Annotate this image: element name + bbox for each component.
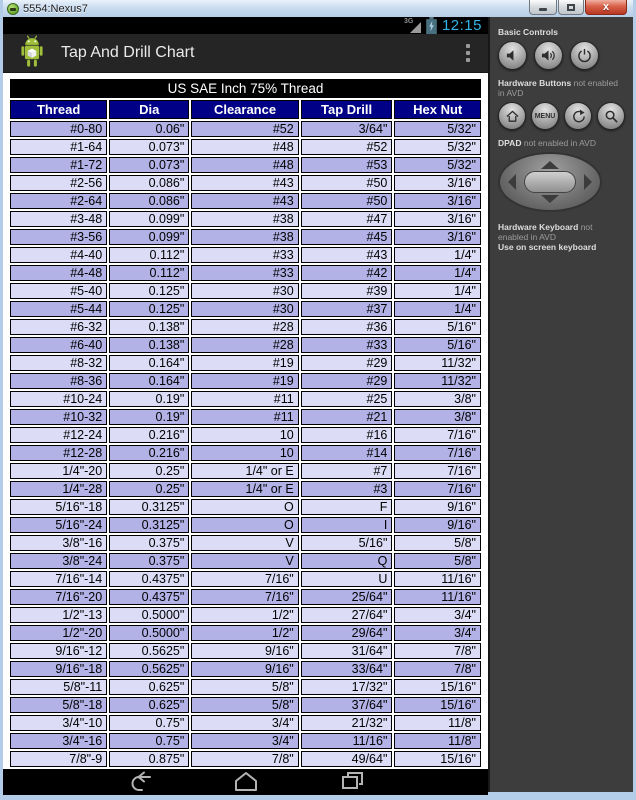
volume-down-icon <box>505 48 520 63</box>
table-row <box>10 427 481 443</box>
table-cell: 7/16" <box>191 571 298 587</box>
volume-up-icon <box>541 48 556 63</box>
table-cell: 1/4"-20 <box>10 463 107 479</box>
table-cell: #25 <box>301 391 393 407</box>
volume-down-button[interactable] <box>498 41 527 70</box>
table-cell: 29/64" <box>301 625 393 641</box>
table-cell: 5/16" <box>394 319 481 335</box>
table-cell: #1-64 <box>10 139 107 155</box>
table-cell: 1/2" <box>191 607 298 623</box>
table-row <box>10 751 481 767</box>
table-cell: 0.5625" <box>109 661 189 677</box>
table-row <box>10 733 481 749</box>
table-cell: #3 <box>301 481 393 497</box>
table-cell: #30 <box>191 283 298 299</box>
table-cell: #4-40 <box>10 247 107 263</box>
table-cell: #2-64 <box>10 193 107 209</box>
table-cell: 7/8" <box>191 751 298 767</box>
table-cell: 5/8" <box>394 553 481 569</box>
table-row <box>10 697 481 713</box>
hw-back-button[interactable] <box>564 102 592 130</box>
table-cell: 1/2"-20 <box>10 625 107 641</box>
table-row <box>10 121 481 137</box>
table-cell: 0.086" <box>109 175 189 191</box>
table-cell: 0.375" <box>109 553 189 569</box>
table-row <box>10 643 481 659</box>
table-cell: #0-80 <box>10 121 107 137</box>
avd-control-panel <box>488 17 633 792</box>
table-row <box>10 265 481 281</box>
table-cell: 0.625" <box>109 697 189 713</box>
window-controls <box>528 0 627 15</box>
table-cell: 9/16" <box>394 499 481 515</box>
table-title: US SAE Inch 75% Thread <box>10 79 481 98</box>
table-cell: #6-32 <box>10 319 107 335</box>
table-cell: 5/16" <box>301 535 393 551</box>
back-icon <box>127 769 153 795</box>
maximize-icon <box>567 4 575 11</box>
table-cell: #36 <box>301 319 393 335</box>
table-row <box>10 715 481 731</box>
table-cell: #6-40 <box>10 337 107 353</box>
table-cell: #50 <box>301 193 393 209</box>
overflow-menu-icon[interactable] <box>460 38 476 68</box>
hardware-buttons-label: Hardware Buttons not enabled in AVD <box>498 78 619 98</box>
table-body <box>10 121 481 767</box>
app-title: Tap And Drill Chart <box>61 44 195 61</box>
table-cell: #33 <box>191 247 298 263</box>
table-cell: 9/16"-18 <box>10 661 107 677</box>
android-nav-bar <box>3 769 488 795</box>
android-robot-icon <box>15 34 49 72</box>
table-cell: #38 <box>191 211 298 227</box>
table-cell: #19 <box>191 355 298 371</box>
search-icon <box>604 109 619 124</box>
table-cell: #29 <box>301 373 393 389</box>
table-cell: 0.25" <box>109 481 189 497</box>
dpad-down-button[interactable] <box>541 195 559 203</box>
table-cell: 11/32" <box>394 373 481 389</box>
home-icon <box>233 769 259 795</box>
table-cell: 3/8" <box>394 409 481 425</box>
table-cell: #33 <box>191 265 298 281</box>
table-cell: 3/8"-16 <box>10 535 107 551</box>
table-cell: #8-36 <box>10 373 107 389</box>
table-row <box>10 589 481 605</box>
table-cell: 11/16" <box>394 571 481 587</box>
table-cell: I <box>301 517 393 533</box>
table-cell: 0.099" <box>109 211 189 227</box>
table-cell: Q <box>301 553 393 569</box>
col-header-hex-nut: Hex Nut <box>394 100 481 119</box>
table-cell: 0.216" <box>109 427 189 443</box>
table-row <box>10 139 481 155</box>
menu-button-label: MENU <box>534 112 556 120</box>
emulator-app-icon <box>7 3 19 15</box>
table-cell: 0.073" <box>109 139 189 155</box>
maximize-button[interactable] <box>558 0 584 15</box>
table-cell: 0.073" <box>109 157 189 173</box>
volume-up-button[interactable] <box>534 41 563 70</box>
table-cell: #43 <box>191 193 298 209</box>
table-cell: 0.75" <box>109 715 189 731</box>
table-cell: 1/4" <box>394 283 481 299</box>
table-cell: #37 <box>301 301 393 317</box>
table-cell: 1/4" <box>394 301 481 317</box>
table-cell: F <box>301 499 393 515</box>
table-cell: #16 <box>301 427 393 443</box>
table-cell: #2-56 <box>10 175 107 191</box>
table-cell: 15/16" <box>394 697 481 713</box>
table-cell: 11/32" <box>394 355 481 371</box>
table-row <box>10 517 481 533</box>
table-cell: 7/16" <box>394 463 481 479</box>
status-time: 12:15 <box>441 17 482 34</box>
table-cell: 1/4" or E <box>191 481 298 497</box>
col-header-clearance: Clearance <box>191 100 298 119</box>
table-cell: 0.3125" <box>109 517 189 533</box>
table-cell: 0.164" <box>109 355 189 371</box>
table-cell: 33/64" <box>301 661 393 677</box>
table-cell: #11 <box>191 391 298 407</box>
table-cell: 1/2" <box>191 625 298 641</box>
table-row <box>10 481 481 497</box>
table-cell: #38 <box>191 229 298 245</box>
table-cell: #48 <box>191 139 298 155</box>
table-cell: 7/16"-20 <box>10 589 107 605</box>
table-cell: #53 <box>301 157 393 173</box>
table-cell: 5/32" <box>394 139 481 155</box>
table-cell: 7/8" <box>394 643 481 659</box>
table-cell: 0.086" <box>109 193 189 209</box>
table-cell: 9/16" <box>394 517 481 533</box>
table-cell: 0.5000" <box>109 625 189 641</box>
table-cell: #47 <box>301 211 393 227</box>
table-cell: 9/16" <box>191 643 298 659</box>
basic-controls-buttons <box>498 41 625 70</box>
table-cell: 3/16" <box>394 175 481 191</box>
table-cell: 7/16" <box>394 481 481 497</box>
table-row <box>10 211 481 227</box>
table-cell: 11/8" <box>394 733 481 749</box>
dpad-right-button[interactable] <box>584 174 592 190</box>
table-row <box>10 355 481 371</box>
table-cell: 0.3125" <box>109 499 189 515</box>
table-cell: O <box>191 499 298 515</box>
table-cell: O <box>191 517 298 533</box>
android-status-bar <box>3 17 488 34</box>
table-row <box>10 409 481 425</box>
table-cell: #10-24 <box>10 391 107 407</box>
table-cell: 9/16"-12 <box>10 643 107 659</box>
table-row <box>10 319 481 335</box>
table-cell: 0.125" <box>109 283 189 299</box>
table-row <box>10 337 481 353</box>
table-cell: #52 <box>301 139 393 155</box>
close-button[interactable] <box>585 0 627 15</box>
table-cell: #1-72 <box>10 157 107 173</box>
table-cell: 25/64" <box>301 589 393 605</box>
table-cell: 37/64" <box>301 697 393 713</box>
table-row <box>10 373 481 389</box>
dpad-up-button[interactable] <box>541 161 559 169</box>
table-cell: #8-32 <box>10 355 107 371</box>
window-titlebar[interactable] <box>3 0 633 17</box>
table-cell: 5/16"-18 <box>10 499 107 515</box>
table-cell: 3/64" <box>301 121 393 137</box>
table-cell: #3-56 <box>10 229 107 245</box>
table-cell: #5-44 <box>10 301 107 317</box>
table-cell: 0.138" <box>109 337 189 353</box>
power-button[interactable] <box>570 41 599 70</box>
table-cell: V <box>191 553 298 569</box>
table-row <box>10 229 481 245</box>
dpad <box>498 152 602 212</box>
table-cell: 0.75" <box>109 733 189 749</box>
table-row <box>10 175 481 191</box>
table-cell: #7 <box>301 463 393 479</box>
table-cell: 5/8" <box>394 535 481 551</box>
back-icon <box>571 109 586 124</box>
table-cell: 3/4" <box>191 715 298 731</box>
table-cell: #19 <box>191 373 298 389</box>
table-row <box>10 445 481 461</box>
table-cell: #10-32 <box>10 409 107 425</box>
app-content <box>3 73 488 769</box>
table-cell: 7/16" <box>394 427 481 443</box>
table-cell: 5/8"-18 <box>10 697 107 713</box>
table-cell: 7/8" <box>394 661 481 677</box>
table-cell: 0.19" <box>109 409 189 425</box>
table-cell: #11 <box>191 409 298 425</box>
table-cell: #21 <box>301 409 393 425</box>
table-cell: 7/16" <box>394 445 481 461</box>
table-cell: 0.112" <box>109 247 189 263</box>
table-header-row <box>10 100 481 119</box>
hardware-buttons-row <box>498 102 625 130</box>
col-header-dia: Dia <box>109 100 189 119</box>
table-cell: #50 <box>301 175 393 191</box>
table-cell: #28 <box>191 319 298 335</box>
table-cell: 0.875" <box>109 751 189 767</box>
table-cell: 0.099" <box>109 229 189 245</box>
table-cell: #48 <box>191 157 298 173</box>
table-cell: 3/4" <box>394 625 481 641</box>
table-row <box>10 553 481 569</box>
close-icon: x <box>602 0 610 13</box>
hw-menu-button[interactable] <box>531 102 559 130</box>
table-cell: 1/4" or E <box>191 463 298 479</box>
table-row <box>10 571 481 587</box>
table-row <box>10 661 481 677</box>
signal-3g-icon <box>405 18 421 34</box>
power-icon <box>577 48 592 63</box>
table-cell: 11/16" <box>301 733 393 749</box>
table-row <box>10 463 481 479</box>
table-cell: 0.5000" <box>109 607 189 623</box>
table-cell: 1/4"-28 <box>10 481 107 497</box>
table-cell: #28 <box>191 337 298 353</box>
table-cell: #14 <box>301 445 393 461</box>
table-cell: 49/64" <box>301 751 393 767</box>
table-cell: 5/8" <box>191 697 298 713</box>
hardware-keyboard-label: Hardware Keyboard not enabled in AVD Use on screen keyboard <box>498 222 597 252</box>
table-row <box>10 499 481 515</box>
recent-apps-button[interactable] <box>339 769 365 795</box>
app-action-bar <box>3 34 488 73</box>
minimize-icon <box>539 8 547 11</box>
table-cell: 0.06" <box>109 121 189 137</box>
hw-search-button[interactable] <box>597 102 625 130</box>
signal-strength-icon <box>410 22 421 33</box>
table-cell: #42 <box>301 265 393 281</box>
table-row <box>10 535 481 551</box>
basic-controls-label: Basic Controls <box>498 27 558 37</box>
table-cell: #39 <box>301 283 393 299</box>
table-cell: 10 <box>191 427 298 443</box>
table-cell: 21/32" <box>301 715 393 731</box>
home-icon <box>505 109 520 124</box>
table-cell: 1/2"-13 <box>10 607 107 623</box>
table-cell: 7/16"-14 <box>10 571 107 587</box>
table-row <box>10 391 481 407</box>
dpad-label: DPAD not enabled in AVD <box>498 138 596 148</box>
table-cell: 0.164" <box>109 373 189 389</box>
table-cell: 3/8" <box>394 391 481 407</box>
table-cell: #30 <box>191 301 298 317</box>
table-cell: 15/16" <box>394 751 481 767</box>
table-row <box>10 679 481 695</box>
home-button[interactable] <box>233 769 259 795</box>
table-row <box>10 157 481 173</box>
table-cell: #5-40 <box>10 283 107 299</box>
table-row <box>10 283 481 299</box>
table-row <box>10 301 481 317</box>
table-cell: 7/16" <box>191 589 298 605</box>
table-cell: #4-48 <box>10 265 107 281</box>
table-cell: 0.5625" <box>109 643 189 659</box>
table-row <box>10 607 481 623</box>
table-cell: #43 <box>301 247 393 263</box>
table-cell: 3/4" <box>394 607 481 623</box>
table-cell: 3/4"-16 <box>10 733 107 749</box>
table-cell: 0.216" <box>109 445 189 461</box>
table-cell: 0.4375" <box>109 589 189 605</box>
table-cell: 15/16" <box>394 679 481 695</box>
table-cell: #43 <box>191 175 298 191</box>
dpad-left-button[interactable] <box>508 174 516 190</box>
table-cell: 3/4" <box>191 733 298 749</box>
back-button[interactable] <box>127 769 153 795</box>
table-cell: 0.625" <box>109 679 189 695</box>
table-cell: 5/8" <box>191 679 298 695</box>
table-cell: #3-48 <box>10 211 107 227</box>
table-cell: 3/4"-10 <box>10 715 107 731</box>
table-cell: 0.4375" <box>109 571 189 587</box>
col-header-tap-drill: Tap Drill <box>301 100 393 119</box>
tap-drill-table <box>8 77 483 769</box>
window-title: 5554:Nexus7 <box>23 2 88 15</box>
table-row <box>10 625 481 641</box>
table-row <box>10 247 481 263</box>
table-cell: 0.125" <box>109 301 189 317</box>
table-cell: 1/4" <box>394 265 481 281</box>
table-cell: #12-24 <box>10 427 107 443</box>
table-cell: 3/16" <box>394 229 481 245</box>
table-cell: 27/64" <box>301 607 393 623</box>
table-cell: #29 <box>301 355 393 371</box>
table-cell: 5/16" <box>394 337 481 353</box>
table-cell: 5/16"-24 <box>10 517 107 533</box>
table-cell: 1/4" <box>394 247 481 263</box>
table-cell: 7/8"-9 <box>10 751 107 767</box>
table-cell: 3/8"-24 <box>10 553 107 569</box>
table-cell: V <box>191 535 298 551</box>
table-cell: #52 <box>191 121 298 137</box>
table-row <box>10 193 481 209</box>
table-cell: 0.112" <box>109 265 189 281</box>
dpad-center-button[interactable] <box>524 171 576 193</box>
table-cell: 5/8"-11 <box>10 679 107 695</box>
minimize-button[interactable] <box>529 0 557 15</box>
device-screen <box>3 17 488 792</box>
table-cell: 17/32" <box>301 679 393 695</box>
table-cell: #33 <box>301 337 393 353</box>
table-cell: 5/32" <box>394 157 481 173</box>
table-cell: 0.19" <box>109 391 189 407</box>
table-cell: 0.25" <box>109 463 189 479</box>
table-cell: 0.375" <box>109 535 189 551</box>
table-cell: 11/16" <box>394 589 481 605</box>
table-cell: U <box>301 571 393 587</box>
table-cell: 0.138" <box>109 319 189 335</box>
network-type-label: 3G <box>403 17 414 25</box>
hw-home-button[interactable] <box>498 102 526 130</box>
table-cell: 31/64" <box>301 643 393 659</box>
battery-charging-icon <box>426 17 437 34</box>
table-cell: 3/16" <box>394 193 481 209</box>
table-cell: 9/16" <box>191 661 298 677</box>
table-cell: 11/8" <box>394 715 481 731</box>
col-header-thread: Thread <box>10 100 107 119</box>
table-cell: 5/32" <box>394 121 481 137</box>
table-cell: #12-28 <box>10 445 107 461</box>
recent-apps-icon <box>339 769 365 795</box>
table-cell: 10 <box>191 445 298 461</box>
table-cell: #45 <box>301 229 393 245</box>
table-cell: 3/16" <box>394 211 481 227</box>
